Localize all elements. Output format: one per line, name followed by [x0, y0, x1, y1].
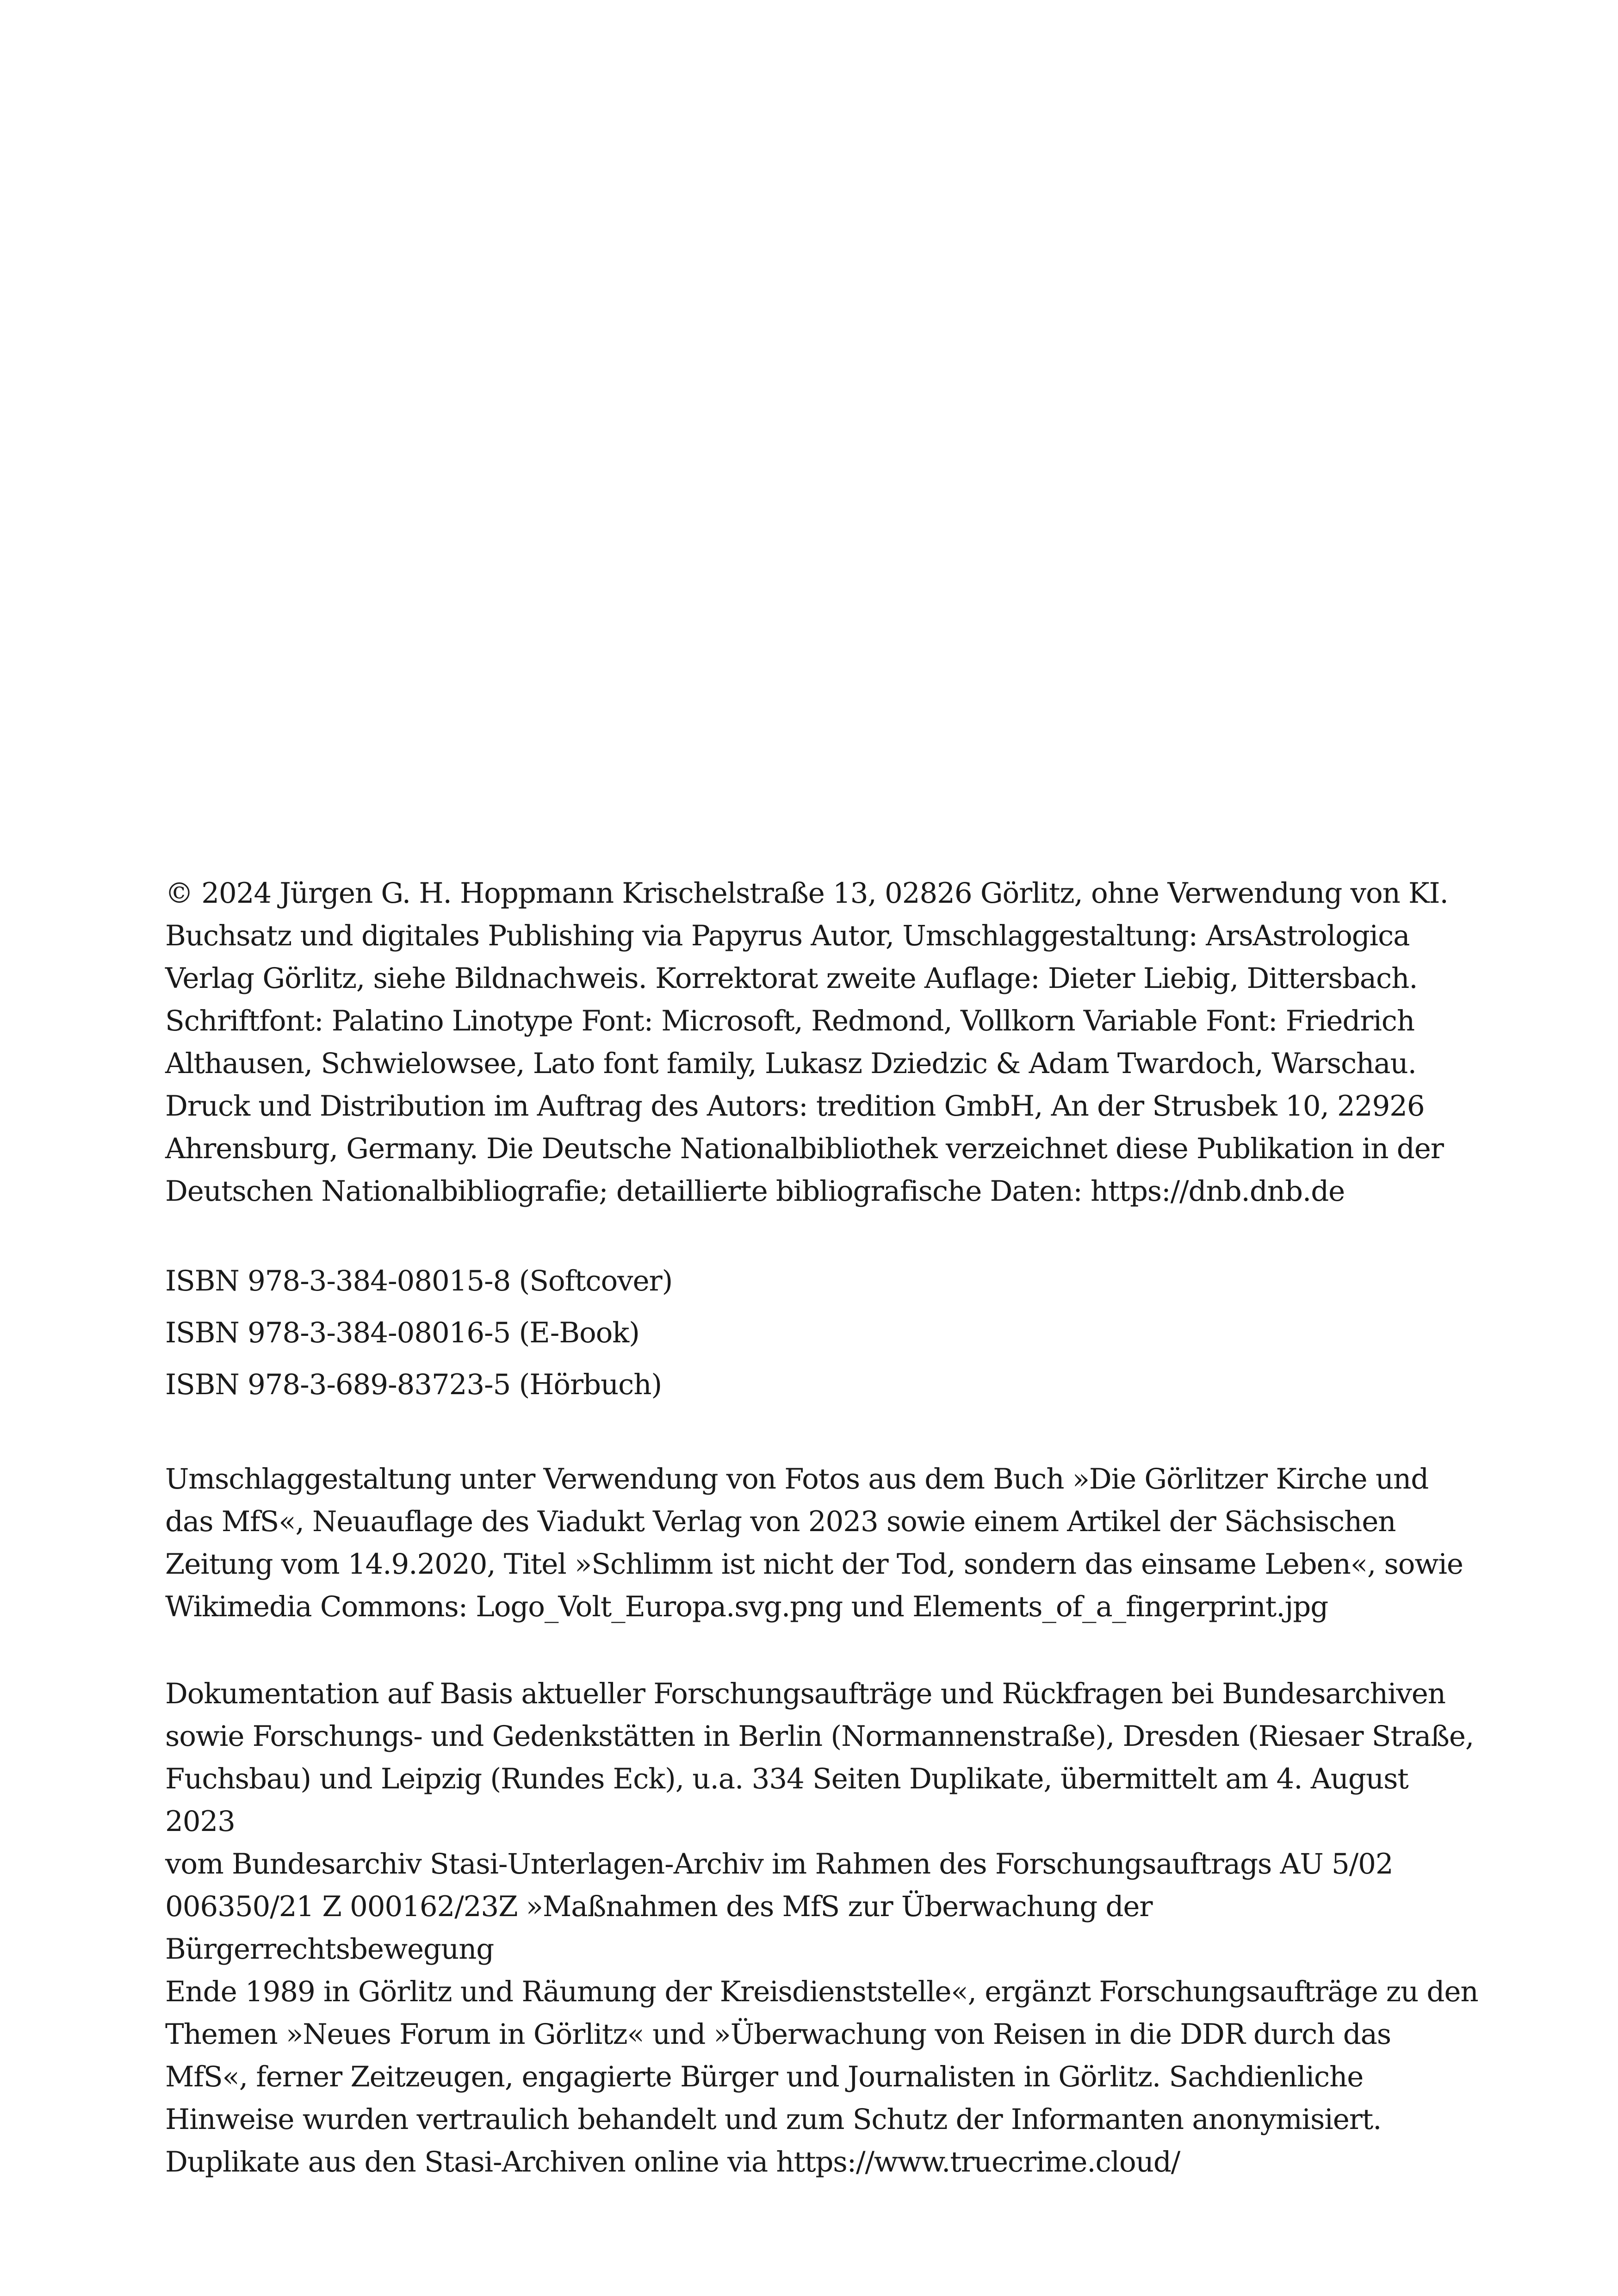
- documentation-paragraph: Dokumentation auf Basis aktueller Forschungsaufträge und Rückfragen bei Bundesarchiven sowie Forschungs- und Gedenkstätten in Berlin (Normannenstraße), Dresden (Riesaer Straße, Fuchsbau) und Leipzig (Rundes Eck), u.a. 334 Seiten Duplikate, übermittelt am 4. August 2023 vom Bundesarchiv Stasi-Unterlagen-Archiv im Rahmen des Forschungsauftrags AU 5/02 006350/21 Z 000162/23Z »Maßnahmen des MfS zur Überwachung der Bürgerrechtsbewegung Ende 1989 in Görlitz und Räumung der Kreisdienststelle«, ergänzt Forschungsaufträge zu den Themen »Neues Forum in Görlitz« und »Überwachung von Reisen in die DDR durch das MfS«, ferner Zeitzeugen, engagierte Bürger und Journalisten in Görlitz. Sachdienliche Hinweise wurden vertraulich behandelt und zum Schutz der Informanten anonymisiert. Duplikate aus den Stasi-Archiven online via https://www.truecrime.cloud/: [165, 1677, 1478, 2178]
- cover-credits-paragraph: Umschlaggestaltung unter Verwendung von Fotos aus dem Buch »Die Görlitzer Kirche und das MfS«, Neuauflage des Viadukt Verlag von 2023 sowie einem Artikel der Sächsischen Zeitung vom 14.9.2020, Titel »Schlimm ist nicht der Tod, sondern das einsame Leben«, sowie Wikimedia Commons: Logo_Volt_Europa.svg.png und Elements_of_a_fingerprint.jpg: [165, 1463, 1463, 1623]
- isbn-audiobook: ISBN 978-3-689-83723-5 (Hörbuch): [165, 1368, 662, 1401]
- isbn-softcover: ISBN 978-3-384-08015-8 (Softcover): [165, 1265, 673, 1297]
- imprint-block: [165, 872, 1479, 2184]
- isbn-list: [165, 1255, 1479, 1411]
- copyright-paragraph: © 2024 Jürgen G. H. Hoppmann Krischelstraße 13, 02826 Görlitz, ohne Verwendung von KI. Buchsatz und digitales Publishing via Papyrus Autor, Umschlaggestaltung: ArsAstrologica Verlag Görlitz, siehe Bildnachweis. Korrektorat zweite Auflage: Dieter Liebig, Dittersbach. Schriftfont: Palatino Linotype Font: Microsoft, Redmond, Vollkorn Variable Font: Friedrich Althausen, Schwielowsee, Lato font family, Lukasz Dziedzic & Adam Twardoch, Warschau. Druck und Distribution im Auftrag des Autors: tredition GmbH, An der Strusbek 10, 22926 Ahrensburg, Germany. Die Deutsche Nationalbibliothek verzeichnet diese Publikation in der Deutschen Nationalbibliografie; detaillierte bibliografische Daten: https://dnb.dnb.de: [165, 877, 1448, 1208]
- isbn-ebook: ISBN 978-3-384-08016-5 (E-Book): [165, 1316, 639, 1349]
